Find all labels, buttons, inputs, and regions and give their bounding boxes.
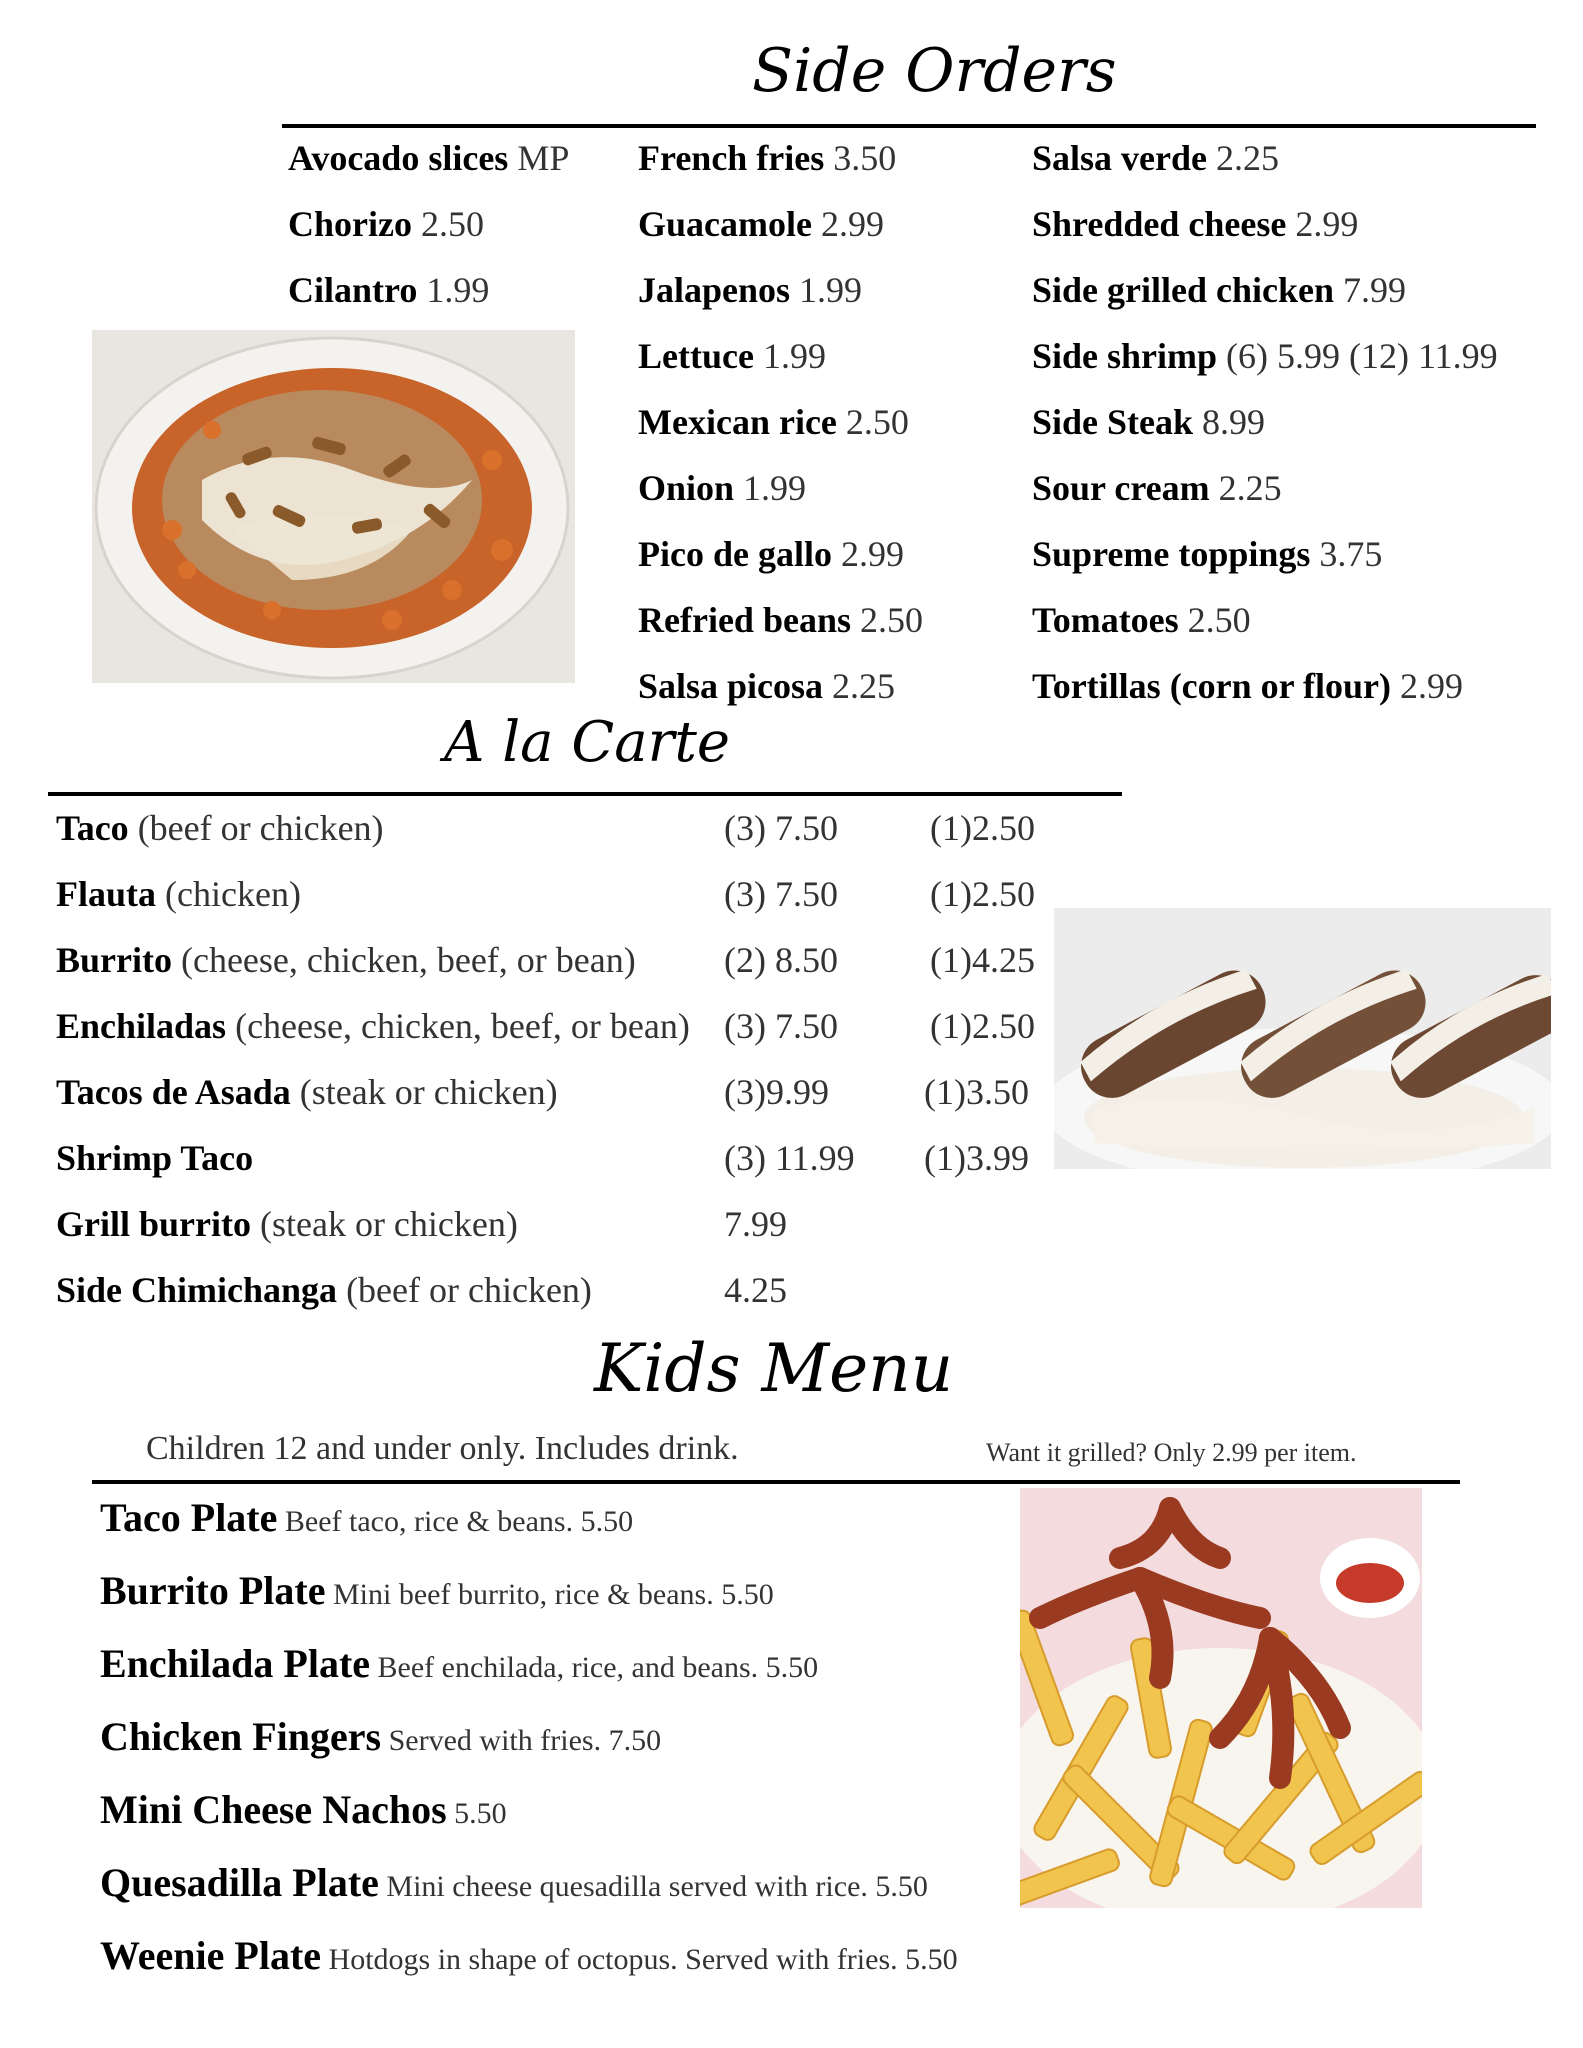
a-la-carte-item-desc: (cheese, chicken, beef, or bean) <box>171 940 636 980</box>
side-order-name: Salsa picosa <box>638 666 824 706</box>
kids-menu-item <box>100 1641 819 1686</box>
kids-menu-item-desc: Beef enchilada, rice, and beans. 5.50 <box>370 1651 819 1684</box>
kids-menu-item-name: Quesadilla Plate <box>100 1860 379 1905</box>
side-order-item <box>1032 206 1358 242</box>
side-order-price: 7.99 <box>1343 270 1407 310</box>
a-la-carte-item-name: Shrimp Taco <box>56 1138 254 1178</box>
side-order-item <box>1032 602 1251 638</box>
a-la-carte-price-multi: (2) 8.50 <box>724 940 838 980</box>
kids-menu-rule <box>92 1480 1460 1484</box>
a-la-carte-item <box>56 1206 518 1242</box>
side-order-item <box>638 338 826 374</box>
side-order-name: Tomatoes <box>1032 600 1179 640</box>
kids-menu-item-desc: 5.50 <box>446 1797 507 1830</box>
side-order-item <box>288 206 484 242</box>
octopus-hotdog-fries-photo <box>1020 1488 1422 1908</box>
side-order-item <box>638 536 904 572</box>
side-order-price: 2.50 <box>859 600 923 640</box>
kids-menu-item <box>100 1714 662 1759</box>
chicken-rice-plate-photo <box>92 330 575 683</box>
side-order-name: Side shrimp <box>1032 336 1218 376</box>
side-order-name: Onion <box>638 468 735 508</box>
a-la-carte-item <box>56 876 301 912</box>
side-order-price: MP <box>517 138 570 178</box>
side-order-name: French fries <box>638 138 825 178</box>
a-la-carte-price-multi: (3) 7.50 <box>724 874 838 914</box>
side-order-name: Sour cream <box>1032 468 1210 508</box>
a-la-carte-item <box>56 942 636 978</box>
a-la-carte-price-multi: (3) 11.99 <box>724 1138 855 1178</box>
a-la-carte-title: A la Carte <box>444 710 730 775</box>
a-la-carte-item-desc: (chicken) <box>156 874 301 914</box>
a-la-carte-item <box>56 1272 592 1308</box>
side-order-price: 2.50 <box>420 204 484 244</box>
kids-menu-item-name: Weenie Plate <box>100 1933 322 1978</box>
a-la-carte-item-name: Grill burrito <box>56 1204 251 1244</box>
side-order-price: 1.99 <box>426 270 490 310</box>
kids-menu-item <box>100 1495 634 1540</box>
a-la-carte-item <box>56 1140 253 1176</box>
kids-menu-item <box>100 1860 928 1905</box>
side-order-price: 2.99 <box>820 204 884 244</box>
side-order-name: Supreme toppings <box>1032 534 1311 574</box>
kids-menu-item-name: Burrito Plate <box>100 1568 326 1613</box>
kids-menu-item-desc: Mini beef burrito, rice & beans. 5.50 <box>325 1578 774 1611</box>
a-la-carte-item <box>56 1074 558 1110</box>
side-order-price: 2.50 <box>1187 600 1251 640</box>
a-la-carte-item-name: Tacos de Asada <box>56 1072 291 1112</box>
side-orders-rule <box>282 124 1536 128</box>
a-la-carte-item-desc: (beef or chicken) <box>337 1270 592 1310</box>
a-la-carte-price-single: (1)2.50 <box>930 874 1035 914</box>
a-la-carte-item-name: Enchiladas <box>56 1006 227 1046</box>
side-order-price: 2.25 <box>1216 138 1279 178</box>
a-la-carte-item <box>56 1008 690 1044</box>
side-order-item <box>638 206 884 242</box>
side-order-name: Cilantro <box>288 270 418 310</box>
side-order-price: 1.99 <box>762 336 826 376</box>
side-orders-title: Side Orders <box>752 36 1117 106</box>
side-order-item <box>1032 272 1406 308</box>
kids-menu-note-right: Want it grilled? Only 2.99 per item. <box>986 1438 1357 1467</box>
a-la-carte-price-multi: (3)9.99 <box>724 1072 829 1112</box>
a-la-carte-price-multi: (3) 7.50 <box>724 1006 838 1046</box>
side-order-name: Side Steak <box>1032 402 1194 442</box>
side-order-name: Shredded cheese <box>1032 204 1287 244</box>
side-order-name: Avocado slices <box>288 138 509 178</box>
kids-menu-item-desc: Served with fries. 7.50 <box>381 1724 662 1757</box>
a-la-carte-price-single: (1)3.99 <box>924 1138 1029 1178</box>
a-la-carte-price-single: (1)3.50 <box>924 1072 1029 1112</box>
a-la-carte-price-single: (1)4.25 <box>930 940 1035 980</box>
side-order-price: 2.99 <box>1295 204 1359 244</box>
a-la-carte-item <box>56 810 384 846</box>
kids-menu-item <box>100 1933 958 1978</box>
side-order-name: Salsa verde <box>1032 138 1207 178</box>
kids-menu-title: Kids Menu <box>594 1330 954 1407</box>
side-order-name: Pico de gallo <box>638 534 832 574</box>
side-order-item <box>1032 140 1279 176</box>
side-order-item <box>638 272 862 308</box>
a-la-carte-price-multi: 4.25 <box>724 1270 787 1310</box>
a-la-carte-item-name: Side Chimichanga <box>56 1270 338 1310</box>
kids-menu-item-desc: Hotdogs in shape of octopus. Served with fries. 5.50 <box>321 1943 958 1976</box>
side-order-name: Jalapenos <box>638 270 791 310</box>
kids-menu-item-desc: Mini cheese quesadilla served with rice. 5.50 <box>378 1870 928 1903</box>
a-la-carte-rule <box>48 792 1122 796</box>
side-order-item <box>1032 668 1463 704</box>
kids-menu-item-name: Mini Cheese Nachos <box>100 1787 447 1832</box>
a-la-carte-price-multi: (3) 7.50 <box>724 808 838 848</box>
side-order-price: 3.75 <box>1319 534 1383 574</box>
side-order-price: 2.99 <box>840 534 904 574</box>
side-order-price: 1.99 <box>799 270 863 310</box>
side-order-item <box>1032 404 1265 440</box>
kids-menu-item-name: Chicken Fingers <box>100 1714 382 1759</box>
side-order-item <box>288 272 489 308</box>
side-order-price: 8.99 <box>1202 402 1266 442</box>
a-la-carte-item-desc: (steak or chicken) <box>290 1072 558 1112</box>
side-order-name: Lettuce <box>638 336 754 376</box>
a-la-carte-price-single: (1)2.50 <box>930 1006 1035 1046</box>
side-order-item <box>638 404 909 440</box>
side-order-name: Refried beans <box>638 600 851 640</box>
side-order-price: 2.25 <box>832 666 896 706</box>
side-order-item <box>638 668 895 704</box>
side-order-price: 3.50 <box>833 138 897 178</box>
side-order-price: 1.99 <box>743 468 807 508</box>
kids-menu-item <box>100 1787 507 1832</box>
side-order-item <box>288 140 569 176</box>
side-order-item <box>638 470 806 506</box>
kids-menu-item-name: Taco Plate <box>100 1495 278 1540</box>
a-la-carte-item-desc: (cheese, chicken, beef, or bean) <box>226 1006 690 1046</box>
a-la-carte-item-name: Taco <box>56 808 129 848</box>
side-order-price: 2.99 <box>1399 666 1463 706</box>
side-order-name: Guacamole <box>638 204 812 244</box>
a-la-carte-item-name: Flauta <box>56 874 157 914</box>
kids-menu-note-left: Children 12 and under only. Includes drink. <box>146 1430 739 1467</box>
side-order-item <box>638 602 923 638</box>
kids-menu-item-desc: Beef taco, rice & beans. 5.50 <box>277 1505 634 1538</box>
side-order-price: 2.50 <box>845 402 909 442</box>
side-order-name: Tortillas (corn or flour) <box>1032 666 1391 706</box>
side-order-item <box>638 140 896 176</box>
side-order-name: Chorizo <box>288 204 412 244</box>
side-order-item <box>1032 536 1382 572</box>
a-la-carte-item-name: Burrito <box>56 940 172 980</box>
side-order-name: Side grilled chicken <box>1032 270 1335 310</box>
flautas-photo <box>1054 908 1551 1169</box>
side-order-item <box>1032 470 1282 506</box>
side-order-price: 2.25 <box>1218 468 1282 508</box>
side-order-price: (6) 5.99 (12) 11.99 <box>1226 336 1498 376</box>
a-la-carte-item-desc: (steak or chicken) <box>250 1204 518 1244</box>
a-la-carte-price-multi: 7.99 <box>724 1204 787 1244</box>
a-la-carte-price-single: (1)2.50 <box>930 808 1035 848</box>
side-order-name: Mexican rice <box>638 402 837 442</box>
kids-menu-item <box>100 1568 774 1613</box>
a-la-carte-item-desc: (beef or chicken) <box>128 808 384 848</box>
kids-menu-item-name: Enchilada Plate <box>100 1641 371 1686</box>
side-order-item <box>1032 338 1498 374</box>
